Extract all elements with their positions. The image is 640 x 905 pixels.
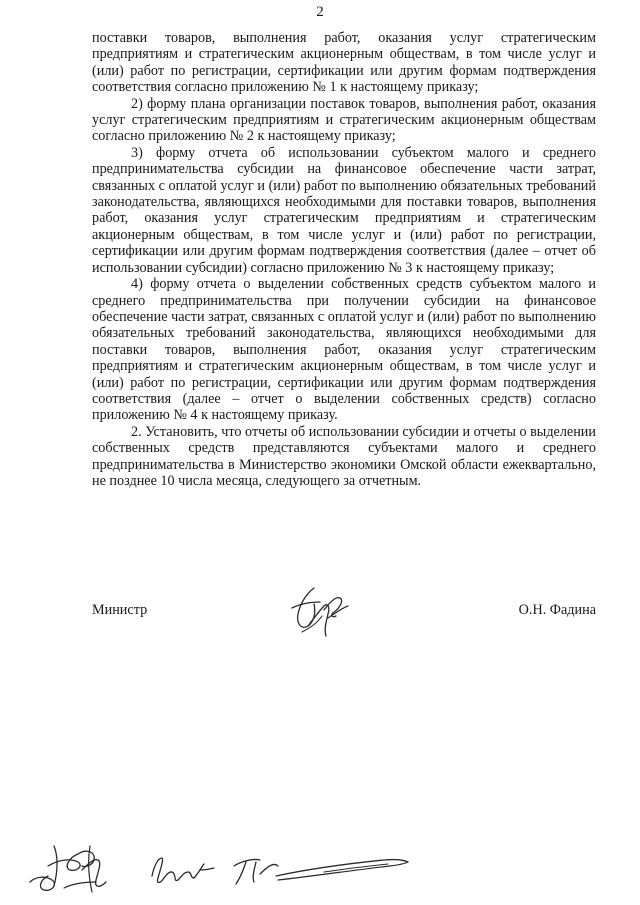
handwritten-signature-icon	[284, 582, 360, 640]
paragraph-clause-2: 2. Установить, что отчеты об использовании субсидии и отчеты о выделении собственных средств представляются субъектами малого и среднего предпринимательства в Министерство экономики Омской области ежеквартально, не позднее 10 числа месяца, следующего за отчетным.	[92, 423, 596, 489]
paragraph-item-3: 3) форму отчета об использовании субъектом малого и среднего предпринимательства субсидии на финансовое обеспечение части затрат, связанных с оплатой услуг и (или) работ по выполнению обязательных требований законодательства, являющихся необходимыми для поставки товаров, выполнения работ, оказания услуг стратегическим предприятиям и стратегическим акционерным обществам, в том числе услуг и (или) работ по регистрации, сертификации или другим формам подтверждения соответствия (далее – отчет об использовании субсидии) согласно приложению № 3 к настоящему приказу;	[92, 144, 596, 276]
approval-marks-icon	[24, 836, 414, 900]
paragraph-item-4: 4) форму отчета о выделении собственных средств субъектом малого и среднего предпринимательства при получении субсидии на финансовое обеспечение части затрат, связанных с оплатой услуг и (или) работ по выполнению обязательных требований законодательства, являющихся необходимыми для поставки товаров, выполнения работ, оказания услуг стратегическим предприятиям и стратегическим акционерным обществам, в том числе услуг и (или) работ по регистрации, сертификации или другим формам подтверждения соответствия (далее – отчет о выделении собственных средств) согласно приложению № 4 к настоящему приказу.	[92, 276, 596, 424]
paragraph-continuation: поставки товаров, выполнения работ, оказания услуг стратегическим предприятиям и стратегическим акционерным обществам, в том числе услуг и (или) работ по регистрации, сертификации или другим формам подтверждения соответствия согласно приложению № 1 к настоящему приказу;	[92, 30, 596, 96]
paragraph-item-2: 2) форму плана организации поставок товаров, выполнения работ, оказания услуг стратегическим предприятиям и стратегическим акционерным обществам согласно приложению № 2 к настоящему приказу;	[92, 95, 596, 145]
signatory-title: Министр	[92, 602, 148, 618]
page-number: 2	[316, 4, 324, 20]
document-body	[92, 30, 596, 489]
signatory-name: О.Н. Фадина	[518, 602, 596, 618]
